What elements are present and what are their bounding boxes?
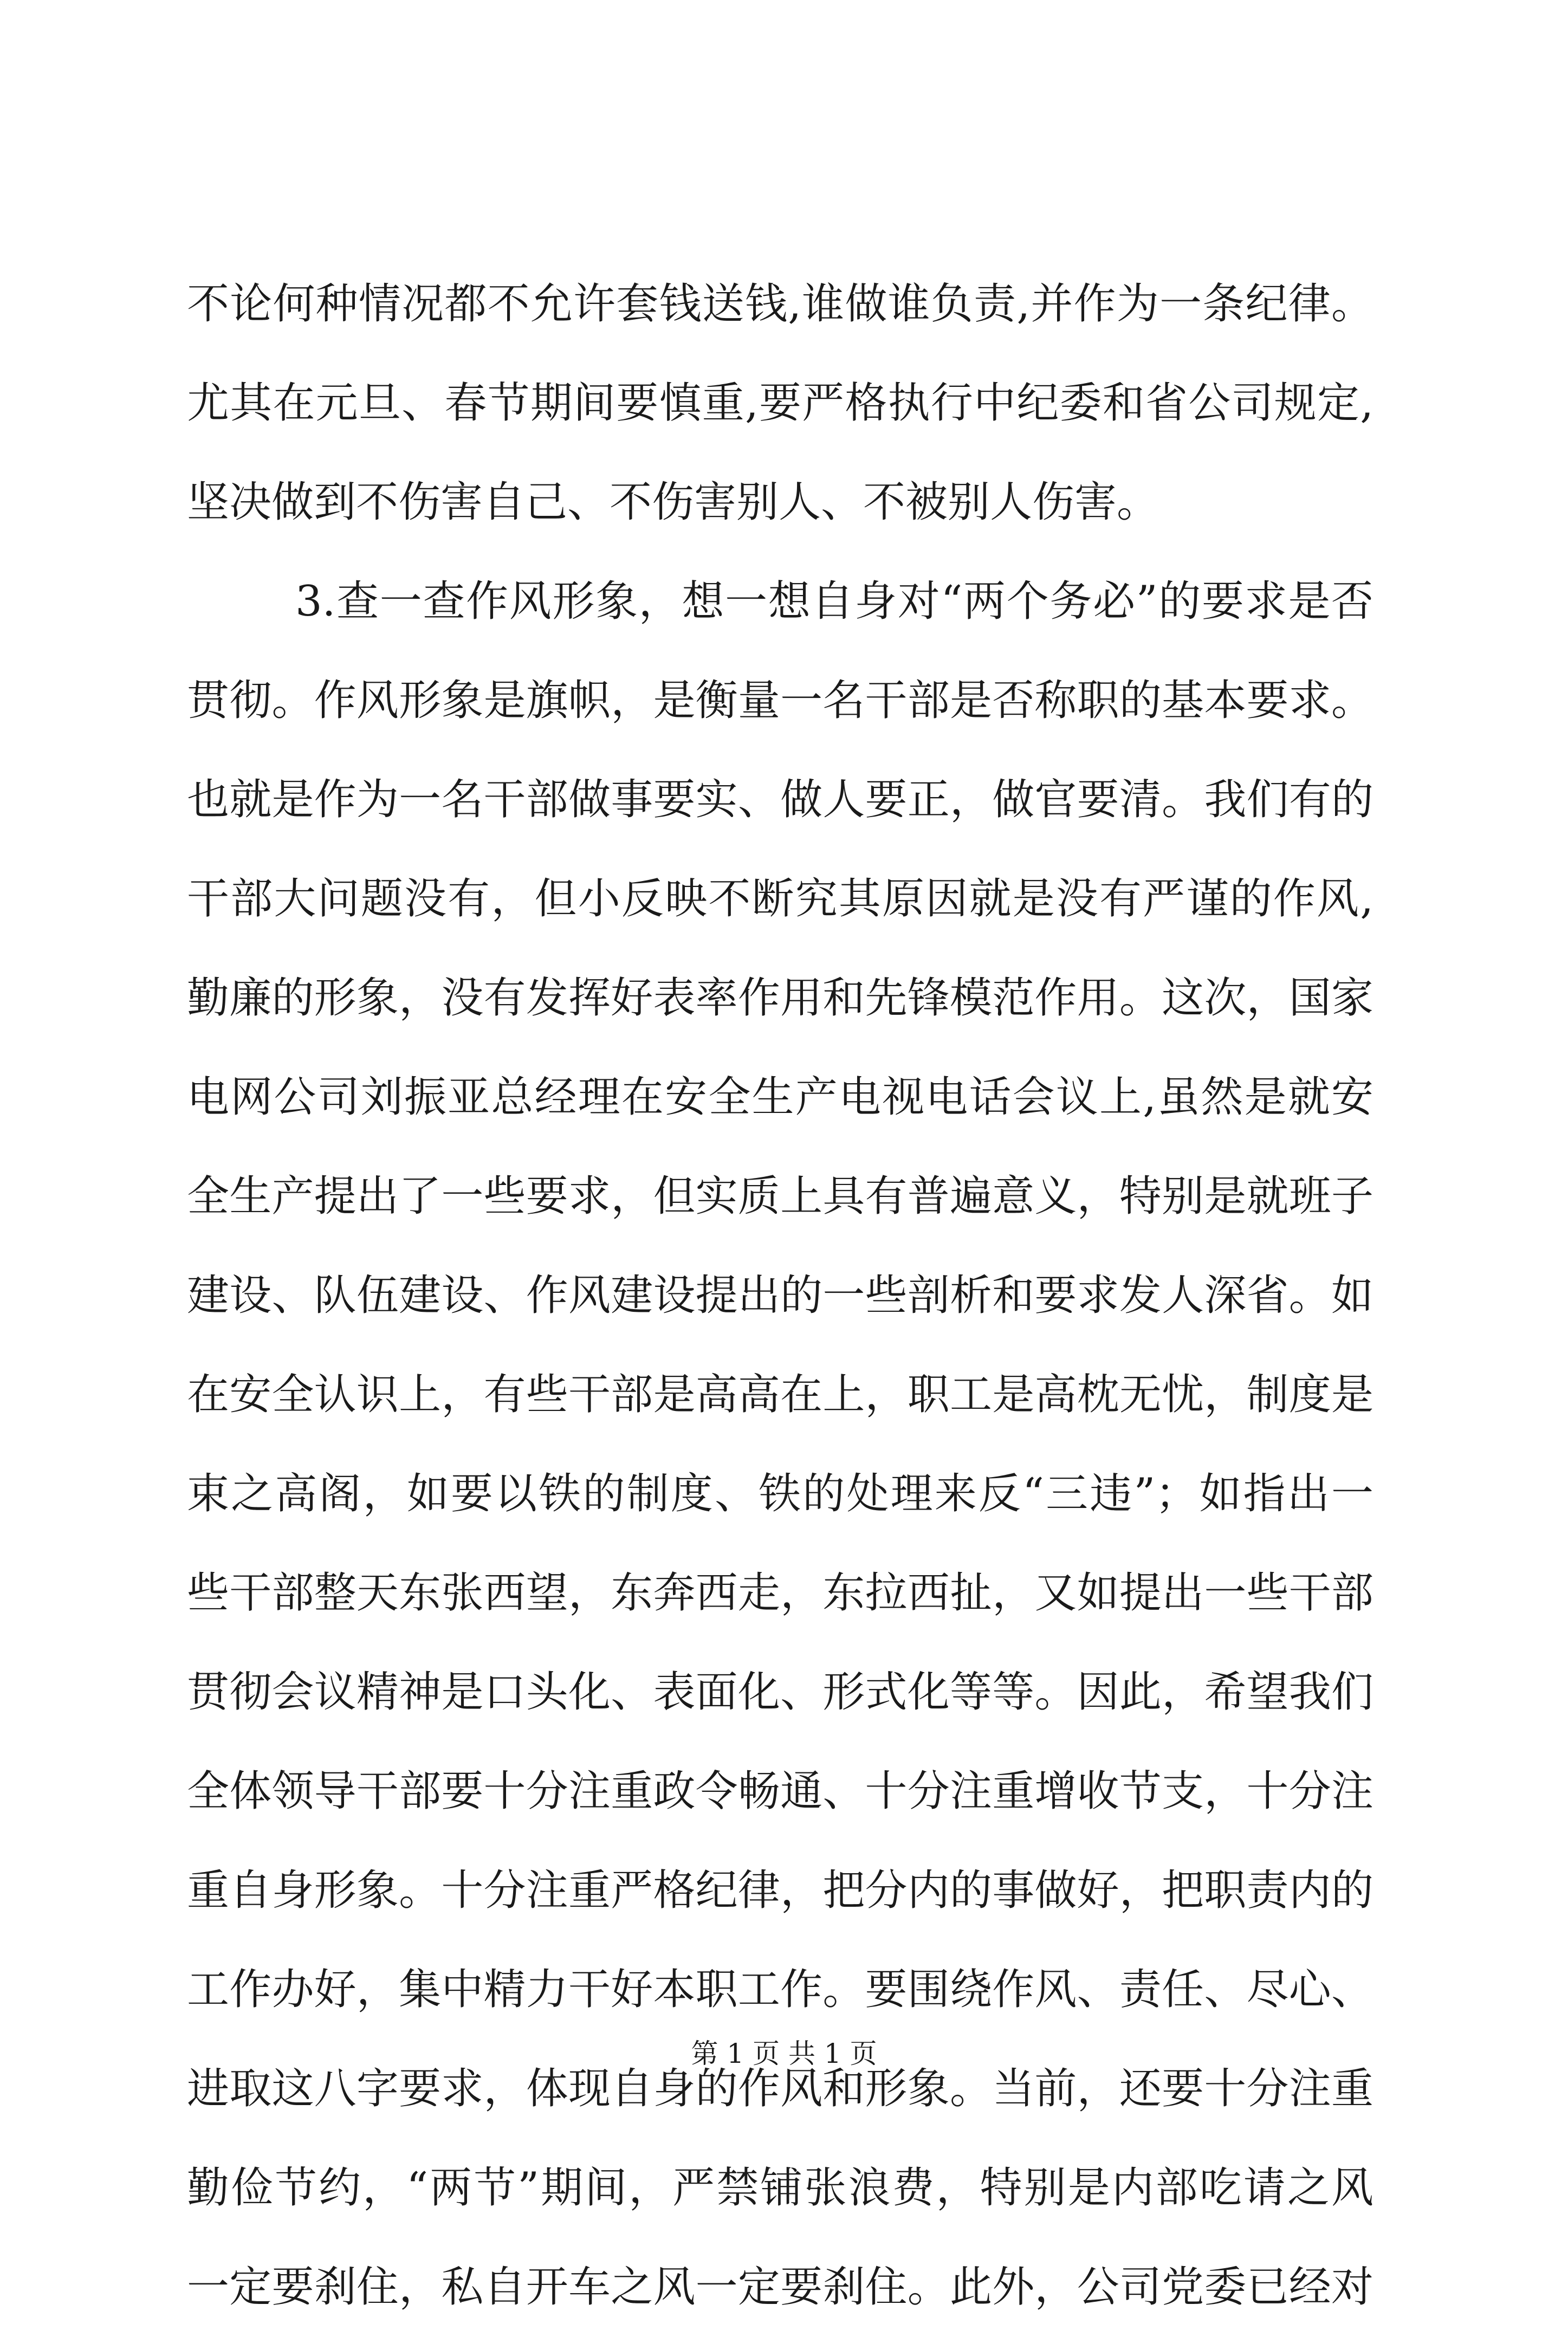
text-line: 贯彻会议精神是口头化、表面化、形式化等等。因此，希望我们	[187, 1668, 1373, 1717]
text-line: 勤俭节约，“两节”期间，严禁铺张浪费，特别是内部吃请之风	[187, 2164, 1373, 2212]
text-line: 贯彻。作风形象是旗帜，是衡量一名干部是否称职的基本要求。	[187, 676, 1373, 725]
text-line: 重自身形象。十分注重严格纪律，把分内的事做好，把职责内的	[187, 1866, 1373, 1915]
text-line: 工作办好，集中精力干好本职工作。要围绕作风、责任、尽心、	[187, 1965, 1373, 2014]
text-line: 束之高阁，如要以铁的制度、铁的处理来反“三违”；如指出一	[187, 1469, 1373, 1518]
text-line: 3.查一查作风形象，想一想自身对“两个务必”的要求是否	[295, 577, 1373, 626]
text-line: 干部大问题没有，但小反映不断究其原因就是没有严谨的作风,	[187, 875, 1373, 923]
text-line: 坚决做到不伤害自己、不伤害别人、不被别人伤害。	[187, 478, 1159, 527]
text-line: 尤其在元旦、春节期间要慎重,要严格执行中纪委和省公司规定,	[187, 379, 1373, 428]
page-footer	[0, 2032, 1568, 2071]
text-line: 也就是作为一名干部做事要实、做人要正，做官要清。我们有的	[187, 775, 1373, 824]
text-line: 全体领导干部要十分注重政令畅通、十分注重增收节支，十分注	[187, 1767, 1373, 1816]
text-line: 建设、队伍建设、作风建设提出的一些剖析和要求发人深省。如	[187, 1271, 1373, 1320]
text-line: 勤廉的形象，没有发挥好表率作用和先锋模范作用。这次，国家	[187, 974, 1373, 1022]
text-line: 电网公司刘振亚总经理在安全生产电视电话会议上,虽然是就安	[187, 1073, 1373, 1122]
document-body	[187, 255, 1373, 2337]
text-line: 全生产提出了一些要求，但实质上具有普遍意义，特别是就班子	[187, 1172, 1373, 1221]
text-line: 进取这八字要求，体现自身的作风和形象。当前，还要十分注重	[187, 2064, 1373, 2113]
text-line: 些干部整天东张西望，东奔西走，东拉西扯，又如提出一些干部	[187, 1569, 1373, 1617]
text-line: 一定要刹住，私自开车之风一定要刹住。此外，公司党委已经对	[187, 2263, 1373, 2312]
text-line: 不论何种情况都不允许套钱送钱,谁做谁负责,并作为一条纪律。	[187, 280, 1373, 328]
text-line: 在安全认识上，有些干部是高高在上，职工是高枕无忧，制度是	[187, 1370, 1373, 1419]
page-number: 第 1 页 共 1 页	[691, 2038, 877, 2069]
